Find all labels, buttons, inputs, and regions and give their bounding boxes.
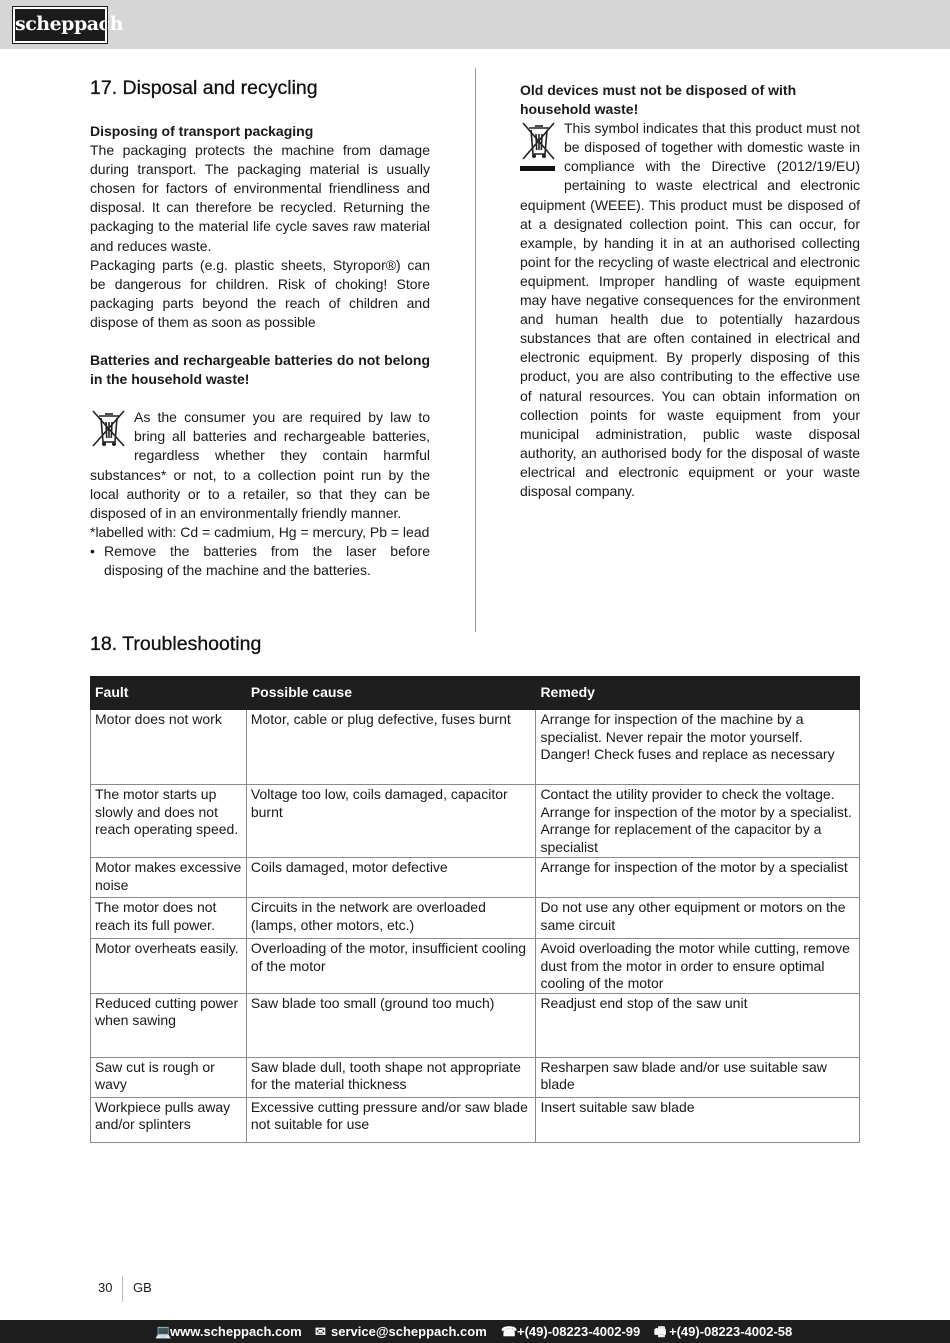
cause-cell: Saw blade dull, tooth shape not appropriate for the material thickness [246,1057,536,1097]
table-row [91,785,860,858]
page-number: 30 [98,1280,113,1295]
language-code: GB [133,1280,152,1295]
disposal-left-column [90,76,430,580]
section-18-title: 18. Troubleshooting [90,633,262,655]
remedy-cell: Resharpen saw blade and/or use suitable saw blade [536,1057,860,1097]
list-item: • Remove the batteries from the laser before disposing of the machine and the batteries. [90,542,430,580]
fault-cell: Motor makes excessive noise [91,858,247,898]
column-header-fault: Fault [91,677,247,710]
mail-icon: ✉ [315,1324,326,1339]
disposal-right-column [520,81,860,501]
header-bar [0,0,950,49]
footer-divider [122,1276,123,1302]
table-row [91,1097,860,1142]
cause-cell: Overloading of the motor, insufficient cooling of the motor [246,939,536,994]
remedy-cell: Do not use any other equipment or motors on the same circuit [536,898,860,939]
fault-cell: The motor does not reach its full power. [91,898,247,939]
old-devices-text: This symbol indicates that this product must not be disposed of together with domestic waste in compliance with the Directive (2012/19/EU) pertaining to waste electrical and electronic equipment (WEEE). This product must be disposed of at a designated collection point. This can occur, for example, by handing it in at an authorised collecting point for the recycling of waste electrical and electronic equipment. Improper handling of waste equipment may have negative consequences for the environment and human health due to potentially hazardous substances that are often contained in electrical and electronic equipment. By properly disposing of this product, you are also contributing to the effective use of natural resources. You can obtain information on collection points for waste equipment from your municipal administration, public waste disposal authority, an authorised body for the disposal of waste electrical and electronic equipment or your waste disposal company. [520,120,860,499]
cause-cell: Voltage too low, coils damaged, capacitor burnt [246,785,536,858]
remove-batteries-text: Remove the batteries from the laser before disposing of the machine and the batteries. [104,542,430,578]
transport-packaging-heading: Disposing of transport packaging [90,123,314,139]
remedy-cell: Avoid overloading the motor while cutting, remove dust from the motor in order to ensure optimal cooling of the motor [536,939,860,994]
weee-bin-icon [520,119,564,177]
remedy-cell: Insert suitable saw blade [536,1097,860,1142]
fault-cell: Motor does not work [91,710,247,785]
table-row [91,1057,860,1097]
remedy-cell: Readjust end stop of the saw unit [536,993,860,1057]
packaging-warning-text: Packaging parts (e.g. plastic sheets, Styropor®) can be dangerous for children. Risk of choking! Store packaging parts beyond the reach of children and dispose of them as soon as possible [90,256,430,330]
phone-icon: ☎ [501,1324,518,1339]
table-row [91,939,860,994]
fax-number: +(49)-08223-4002-58 [669,1324,793,1339]
fault-cell: Motor overheats easily. [91,939,247,994]
fault-cell: Workpiece pulls away and/or splinters [91,1097,247,1142]
troubleshooting-table [90,676,860,1143]
fault-cell: The motor starts up slowly and does not reach operating speed. [91,785,247,858]
cause-cell: Excessive cutting pressure and/or saw blade not suitable for use [246,1097,536,1142]
cause-cell: Coils damaged, motor defective [246,858,536,898]
brand-logo: scheppach [13,7,107,43]
table-row [91,993,860,1057]
batteries-text: As the consumer you are required by law to bring all batteries and rechargeable batteries, regardless whether they contain harmful substances* or not, to a collection point run by the local authority or to a retailer, so that they can be disposed of in an environmentally friendly manner. [90,409,430,521]
computer-icon: 💻 [155,1324,172,1339]
batteries-heading: Batteries and rechargeable batteries do not belong in the household waste! [90,352,430,388]
transport-packaging-text: The packaging protects the machine from damage during transport. The packaging material is usually chosen for factors of environmental friendliness and disposal. It can therefore be recycled. Returning the packaging to the material life cycle saves raw material and reduces waste. [90,142,430,254]
cause-cell: Circuits in the network are overloaded (lamps, other motors, etc.) [246,898,536,939]
column-header-cause: Possible cause [246,677,536,710]
fault-cell: Saw cut is rough or wavy [91,1057,247,1097]
remedy-cell: Arrange for inspection of the machine by a specialist. Never repair the motor yourself. Danger! Check fuses and replace as necessary [536,710,860,785]
contact-bar [0,1320,950,1343]
phone-number: +(49)-08223-4002-99 [517,1324,641,1339]
table-header-row [91,677,860,710]
crossed-bin-icon [90,408,134,464]
column-divider [475,68,476,632]
old-devices-heading: Old devices must not be disposed of with household waste! [520,82,797,118]
email-link[interactable]: service@scheppach.com [331,1324,487,1339]
table-row [91,898,860,939]
section-17-title: 17. Disposal and recycling [90,77,318,99]
cause-cell: Motor, cable or plug defective, fuses burnt [246,710,536,785]
table-row [91,710,860,785]
remedy-cell: Contact the utility provider to check the voltage. Arrange for inspection of the motor by a specialist. Arrange for replacement of the capacitor by a specialist [536,785,860,858]
batteries-footnote: *labelled with: Cd = cadmium, Hg = mercury, Pb = lead [90,523,430,540]
remedy-cell: Arrange for inspection of the motor by a specialist [536,858,860,898]
fault-cell: Reduced cutting power when sawing [91,993,247,1057]
website-link[interactable]: www.scheppach.com [170,1324,302,1339]
table-row [91,858,860,898]
fax-icon: 🖷 [654,1324,667,1339]
cause-cell: Saw blade too small (ground too much) [246,993,536,1057]
column-header-remedy: Remedy [536,677,860,710]
